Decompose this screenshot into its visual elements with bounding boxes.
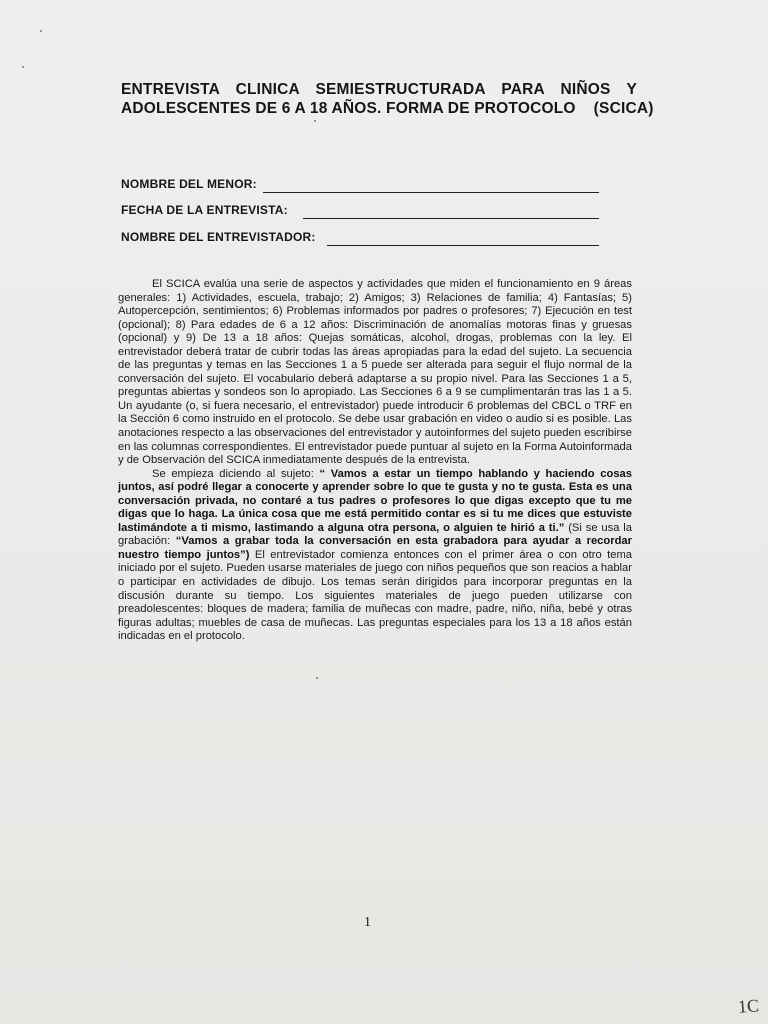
child-name-blank-line[interactable] [263, 192, 599, 193]
interviewer-name-field [121, 230, 601, 248]
recording-note-text: (Si se usa la grabación: [118, 521, 633, 548]
scan-speck [22, 66, 24, 68]
paragraph-interview-start [118, 468, 632, 644]
scan-speck [316, 677, 318, 679]
opening-script-quote: “ Vamos a estar un tiempo hablando y haciendo cosas juntos, así podré llegar a conocerte y aprender sobre lo que te gusta y no te gusta. Esta es una conversación privada, no contaré a tus padres o profesores lo que digas excepto que tu me digas que lo haga. La única cosa que me está permitido contar es si tu me dices que estuviste lastimándote a ti mismo, lastimando a alguna otra persona, o alguien te hirió a ti.” [118, 467, 633, 534]
interview-date-field [121, 203, 601, 221]
title-line-1: ENTREVISTA CLINICA SEMIESTRUCTURADA PARA NIÑOS Y [121, 81, 637, 98]
scan-speck [40, 30, 42, 32]
child-name-label: NOMBRE DEL MENOR: [121, 177, 257, 191]
child-name-field [121, 177, 601, 195]
paragraph-intro-text: Se empieza diciendo al sujeto: [152, 467, 320, 480]
interviewer-name-blank-line[interactable] [327, 245, 599, 246]
interview-date-label: FECHA DE LA ENTREVISTA: [121, 203, 288, 217]
instructions-body [118, 278, 632, 644]
scan-speck [314, 120, 316, 122]
recording-script-quote: “Vamos a grabar toda la conversación en esta grabadora para ayudar a recordar nuestro tiempo juntos”) [118, 535, 632, 561]
document-title [121, 80, 654, 118]
page-number: 1 [364, 915, 371, 930]
interviewer-name-label: NOMBRE DEL ENTREVISTADOR: [121, 230, 316, 244]
paragraph-scica-overview: El SCICA evalúa una serie de aspectos y actividades que miden el funcionamiento en 9 áreas generales: 1) Actividades, escuela, trabajo; 2) Amigos; 3) Relaciones de familia; 4) Fantasías; 5) Autopercepción, sentimientos; 6) Problemas informados por padres o profesores; 7) Ejecución en test (opcional); 8) Para edades de 6 a 12 años: Discriminación de anomalías motoras finas y gruesas (opcional) y 9) De 13 a 18 años: Quejas somáticas, alcohol, drogas, problemas con la ley. El entrevistador deberá tratar de cubrir todas las áreas apropiadas para la edad del sujeto. La secuencia de las preguntas y temas en las Secciones 1 a 5 puede ser alterada para seguir el flujo normal de la conversación del sujeto. El vocabulario deberá adaptarse a su propio nivel. Para las Secciones 1 a 5, preguntas abiertas y sondeos son lo apropiado. Las Secciones 6 a 9 se cumplimentarán tras las 1 a 5. Un ayudante (o, si fuera necesario, el entrevistador) puede introducir 6 problemas del CBCL o TRF en la Sección 6 como instruido en el protocolo. Se debe usar grabación en video o audio si es posible. Las anotaciones respecto a las observaciones del entrevistador y autoinformes del sujeto pueden escribirse en las columnas correspondientes. El entrevistador puede puntuar al sujeto en la Forma Autoinformada y de Observación del SCICA inmediatamente después de la entrevista. [118, 278, 632, 467]
paragraph-rest-text: El entrevistador comienza entonces con el primer área o con otro tema iniciado por el sujeto. Pueden usarse materiales de juego con niños pequeños que son reacios a hablar o participar en actividades de dibujo. Los temas serán dirigidos para incorporar preguntas en la discusión durante su tiempo. Los siguientes materiales de juego pueden utilizarse con preadolescentes: bloques de madera; familia de muñecas con madre, padre, niño, niña, bebé y otras figuras adultas; muebles de casa de muñecas. Las preguntas especiales para los 13 a 18 años están indicadas en el protocolo. [118, 548, 632, 643]
corner-handwritten-mark: 1C [737, 995, 760, 1017]
interview-date-blank-line[interactable] [303, 218, 599, 219]
title-line-2: ADOLESCENTES DE 6 A 18 AÑOS. FORMA DE PROTOCOLO (SCICA) [121, 100, 654, 117]
